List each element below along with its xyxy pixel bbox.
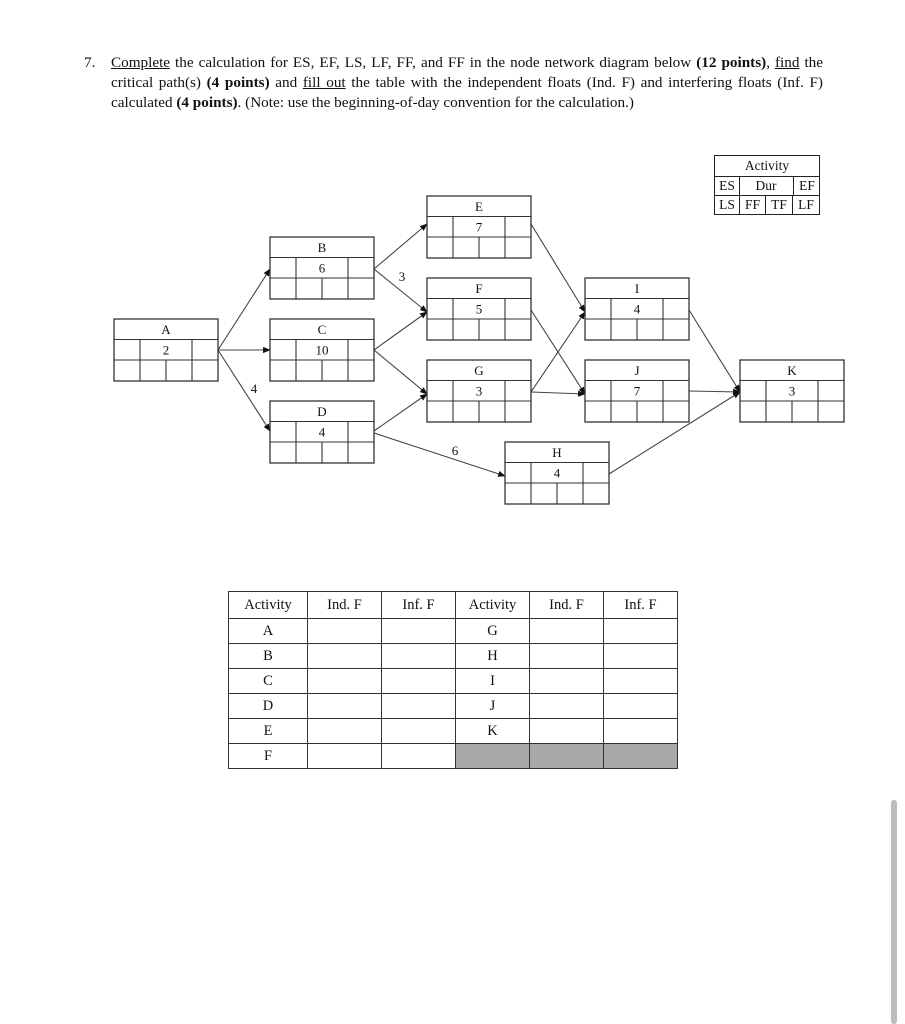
- legend-tf: TF: [766, 196, 793, 214]
- node-label: B: [317, 240, 327, 255]
- node-duration: 3: [788, 383, 796, 399]
- float-input-cell[interactable]: [530, 719, 604, 744]
- float-input-cell[interactable]: [382, 619, 456, 644]
- node-duration: 5: [475, 301, 483, 317]
- node-duration: 10: [315, 342, 329, 358]
- activity-cell: I: [456, 669, 530, 694]
- lag-label: 3: [398, 269, 406, 284]
- problem-text-part: (4 points): [176, 94, 238, 111]
- edge-a-b: [218, 269, 270, 350]
- float-table-row: [229, 744, 678, 769]
- node-a: [114, 319, 218, 381]
- node-label: A: [161, 322, 171, 337]
- col-ind-f-left: Ind. F: [308, 592, 382, 619]
- float-input-cell[interactable]: [604, 719, 678, 744]
- shaded-cell: [456, 744, 530, 769]
- float-table-row: [229, 719, 678, 744]
- node-label: H: [552, 445, 562, 460]
- legend-ef: EF: [793, 177, 820, 195]
- node-duration: 7: [633, 383, 641, 399]
- float-input-cell[interactable]: [604, 619, 678, 644]
- float-input-cell[interactable]: [530, 619, 604, 644]
- edge-b-e: [374, 224, 427, 269]
- float-input-cell[interactable]: [308, 744, 382, 769]
- float-input-cell[interactable]: [308, 719, 382, 744]
- col-activity-right: Activity: [456, 592, 530, 619]
- node-g: [427, 360, 531, 422]
- col-ind-f-right: Ind. F: [530, 592, 604, 619]
- legend-ff: FF: [740, 196, 766, 214]
- legend-dur: Dur: [755, 178, 777, 193]
- float-input-cell[interactable]: [382, 694, 456, 719]
- float-input-cell[interactable]: [604, 694, 678, 719]
- node-b: [270, 237, 374, 299]
- node-duration: 7: [475, 219, 483, 235]
- problem-text-part: and: [269, 74, 303, 91]
- float-input-cell[interactable]: [308, 619, 382, 644]
- node-d: [270, 401, 374, 463]
- float-table-row: [229, 694, 678, 719]
- node-h: [505, 442, 609, 504]
- legend-es: ES: [715, 177, 740, 195]
- float-input-cell[interactable]: [308, 669, 382, 694]
- float-input-cell[interactable]: [382, 644, 456, 669]
- col-inf-f-right: Inf. F: [604, 592, 678, 619]
- float-input-cell[interactable]: [308, 694, 382, 719]
- node-duration: 2: [162, 342, 170, 358]
- lag-label: 4: [250, 381, 258, 396]
- edge-c-g: [374, 350, 427, 394]
- node-duration: 4: [553, 465, 561, 481]
- float-table-row: [229, 644, 678, 669]
- problem-text-part: the calculation for ES, EF, LS, LF, FF, and FF in the node network diagram below: [170, 54, 697, 71]
- problem-text-part: find: [774, 54, 800, 71]
- node-label: K: [787, 363, 797, 378]
- problem-text-part: . (Note: use the beginning-of-day convention for the calculation.): [237, 94, 634, 111]
- problem-text-part: the critical path(s): [111, 54, 823, 91]
- col-inf-f-left: Inf. F: [382, 592, 456, 619]
- float-input-cell[interactable]: [382, 744, 456, 769]
- edge-i-k: [689, 310, 740, 392]
- float-input-cell[interactable]: [604, 644, 678, 669]
- node-f: [427, 278, 531, 340]
- legend-lf: LF: [798, 197, 814, 212]
- node-e: [427, 196, 531, 258]
- edge-g-i: [531, 312, 585, 392]
- legend-ls: LS: [715, 196, 740, 214]
- float-table-row: [229, 619, 678, 644]
- edge-a-d: [218, 350, 270, 431]
- problem-text-part: fill out: [302, 74, 346, 91]
- problem-text-part: (12 points): [696, 54, 767, 71]
- float-input-cell[interactable]: [382, 719, 456, 744]
- activity-cell: B: [229, 644, 308, 669]
- activity-cell: C: [229, 669, 308, 694]
- activity-cell: J: [456, 694, 530, 719]
- node-label: C: [317, 322, 327, 337]
- node-j: [585, 360, 689, 422]
- legend-title: Activity: [714, 155, 820, 176]
- edge-d-h: [374, 433, 505, 476]
- lag-label: 6: [451, 443, 459, 458]
- float-input-cell[interactable]: [604, 669, 678, 694]
- node-label: F: [475, 281, 483, 296]
- activity-cell: H: [456, 644, 530, 669]
- node-label: I: [634, 281, 640, 296]
- activity-cell: A: [229, 619, 308, 644]
- problem-text-part: (4 points): [206, 74, 270, 91]
- node-duration: 4: [318, 424, 326, 440]
- edge-j-k: [689, 391, 740, 392]
- scrollbar[interactable]: [891, 800, 897, 1024]
- activity-cell: D: [229, 694, 308, 719]
- node-label: J: [634, 363, 640, 378]
- problem-text-part: ,: [766, 54, 775, 71]
- float-input-cell[interactable]: [308, 644, 382, 669]
- float-table: [228, 591, 678, 769]
- node-label: E: [475, 199, 483, 214]
- col-activity-left: Activity: [229, 592, 308, 619]
- node-duration: 4: [633, 301, 641, 317]
- problem-number: 7.: [84, 54, 96, 71]
- float-input-cell[interactable]: [530, 644, 604, 669]
- node-label: G: [474, 363, 484, 378]
- float-input-cell[interactable]: [530, 669, 604, 694]
- activity-cell: G: [456, 619, 530, 644]
- node-label: D: [317, 404, 327, 419]
- edge-g-j: [531, 392, 585, 394]
- node-k: [740, 360, 844, 422]
- edge-d-g: [374, 394, 427, 431]
- float-table-row: [229, 669, 678, 694]
- float-input-cell[interactable]: [530, 694, 604, 719]
- node-c: [270, 319, 374, 381]
- float-input-cell[interactable]: [382, 669, 456, 694]
- edge-c-f: [374, 312, 427, 350]
- activity-cell: K: [456, 719, 530, 744]
- problem-text-part: Complete: [111, 54, 171, 71]
- problem-text-part: the table with the independent floats (Ind. F) and interfering floats (Inf. F) calculated: [111, 74, 823, 111]
- node-i: [585, 278, 689, 340]
- node-duration: 6: [318, 260, 326, 276]
- shaded-cell: [530, 744, 604, 769]
- activity-cell: F: [229, 744, 308, 769]
- edge-e-i: [531, 224, 585, 312]
- shaded-cell: [604, 744, 678, 769]
- activity-cell: E: [229, 719, 308, 744]
- node-duration: 3: [475, 383, 483, 399]
